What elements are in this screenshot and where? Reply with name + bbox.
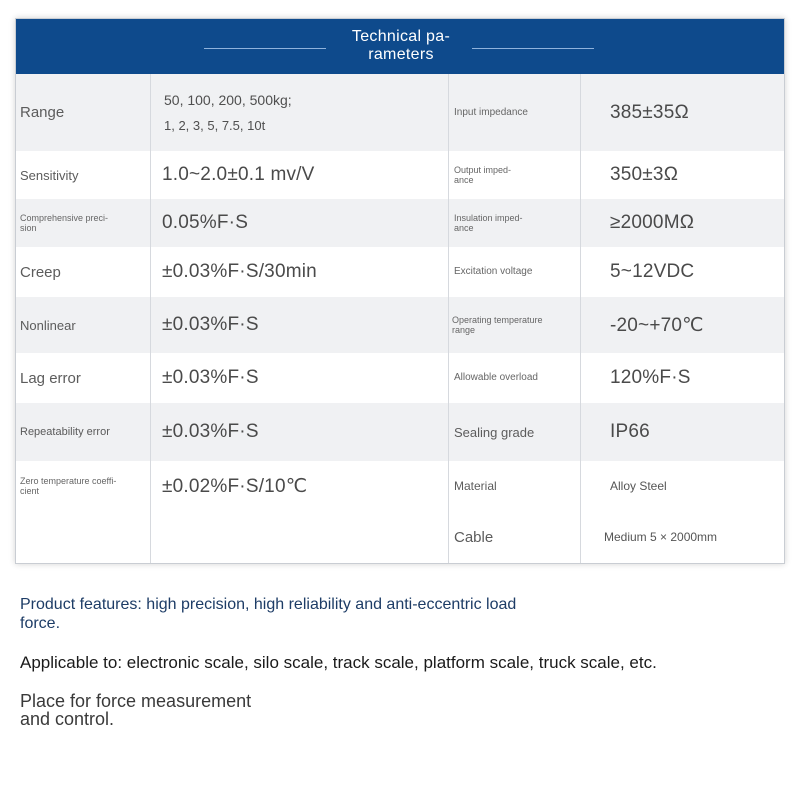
param-label: Input impedance xyxy=(454,106,528,118)
param-value xyxy=(150,74,448,151)
param-value: 350±3Ω xyxy=(610,164,679,185)
param-label: Creep xyxy=(20,263,61,281)
param-value: Alloy Steel xyxy=(610,479,667,493)
product-features-text: Product features: high precision, high reliability and anti-eccentric load force. xyxy=(20,596,517,632)
param-label: Range xyxy=(20,104,65,121)
place-text: Place for force measurement and control. xyxy=(20,691,252,729)
param-value: Medium 5 × 2000mm xyxy=(604,530,718,544)
param-label xyxy=(16,511,150,563)
column-divider xyxy=(150,74,151,563)
range-line-1: 50, 100, 200, 500kg; xyxy=(164,91,292,108)
param-value: ±0.03%F·S xyxy=(162,314,259,335)
table-row xyxy=(16,353,784,403)
header-title: Technical pa- rameters xyxy=(351,28,451,63)
param-label: Allowable overload xyxy=(454,372,538,383)
parameters-table xyxy=(16,74,784,563)
param-label: Sensitivity xyxy=(20,167,79,183)
table-row xyxy=(16,247,784,297)
applicable-text: Applicable to: electronic scale, silo scale, track scale, platform scale, truck scale, etc. xyxy=(20,653,657,672)
header-divider-right xyxy=(472,48,594,49)
param-label: Insulation imped- ance xyxy=(454,213,523,233)
param-value: IP66 xyxy=(610,421,650,442)
param-value: 1.0~2.0±0.1 mv/V xyxy=(162,164,315,185)
param-label: Cable xyxy=(454,528,494,546)
param-value: ±0.03%F·S xyxy=(162,367,259,388)
column-divider xyxy=(448,74,449,563)
param-label: Excitation voltage xyxy=(454,266,533,277)
range-line-2: 1, 2, 3, 5, 7.5, 10t xyxy=(164,117,266,133)
column-divider xyxy=(580,74,581,563)
table-header xyxy=(16,19,784,74)
param-label: Output imped- ance xyxy=(454,165,512,185)
param-value: 0.05%F·S xyxy=(162,212,249,233)
table-row xyxy=(16,461,784,511)
table-row xyxy=(16,151,784,199)
param-value: ±0.03%F·S/30min xyxy=(162,261,317,282)
param-value: ≥2000MΩ xyxy=(610,212,695,233)
header-divider-left xyxy=(204,48,326,49)
param-label: Nonlinear xyxy=(20,317,76,333)
table-row xyxy=(16,403,784,461)
param-value: 385±35Ω xyxy=(610,101,689,123)
param-value xyxy=(150,511,448,563)
param-label: Operating temperature range xyxy=(452,315,543,335)
table-row xyxy=(16,511,784,563)
table-row xyxy=(16,297,784,353)
param-value: ±0.02%F·S/10℃ xyxy=(162,475,308,497)
table-row xyxy=(16,199,784,247)
param-value: ±0.03%F·S xyxy=(162,421,259,442)
param-label: Lag error xyxy=(20,369,81,387)
param-label: Sealing grade xyxy=(454,424,535,440)
param-label: Repeatability error xyxy=(20,426,110,438)
param-value: 5~12VDC xyxy=(610,261,695,282)
param-label: Material xyxy=(454,479,497,493)
param-label: Zero temperature coeffi- cient xyxy=(20,476,117,496)
parameters-card xyxy=(15,18,785,564)
param-value: -20~+70℃ xyxy=(610,314,704,336)
param-value: 120%F·S xyxy=(610,367,691,388)
table-row xyxy=(16,74,784,151)
param-label: Comprehensive preci- sion xyxy=(20,213,109,233)
